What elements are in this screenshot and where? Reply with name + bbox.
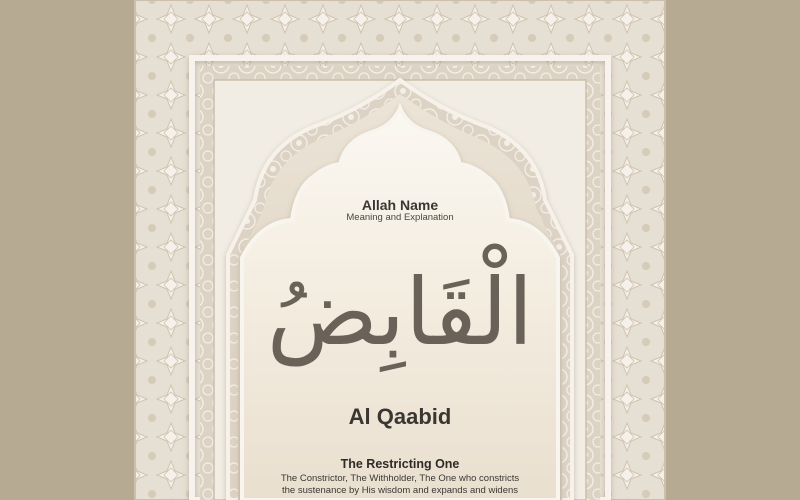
- transliterated-name: Al Qaabid: [348, 404, 452, 429]
- meaning-description: [250, 473, 550, 497]
- description-line: the sustenance by His wisdom and expands and widens: [281, 485, 519, 496]
- card-subtitle: Meaning and Explanation: [346, 212, 454, 223]
- meaning-title: The Restricting One: [340, 457, 460, 471]
- card-title: Allah Name: [361, 197, 439, 213]
- description-line: The Constrictor, The Withholder, The One who constricts: [280, 473, 520, 484]
- arabic-calligraphy: الْقَابِضُ: [266, 259, 534, 366]
